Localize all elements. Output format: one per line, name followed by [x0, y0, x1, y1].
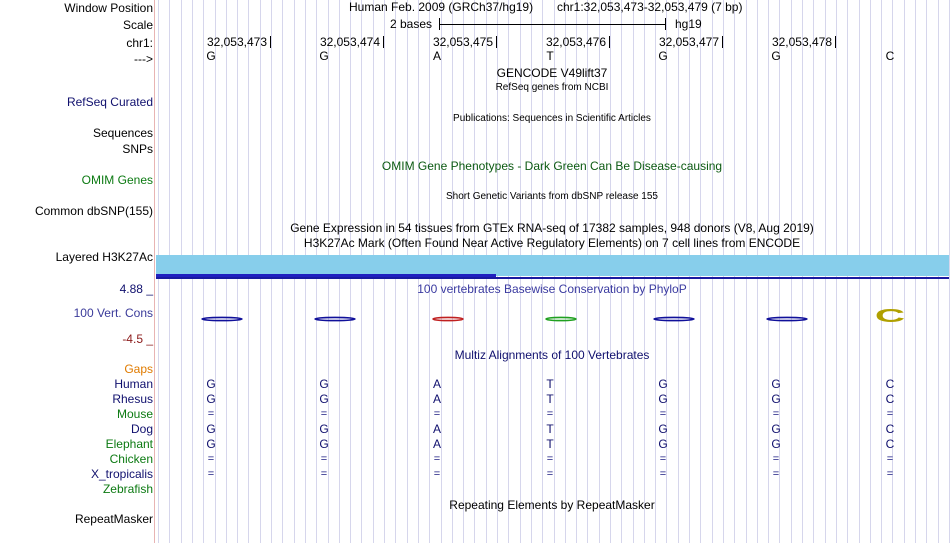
- species-label[interactable]: Chicken: [109, 452, 153, 466]
- label-divider: [154, 0, 155, 543]
- base-letter: G: [319, 49, 329, 63]
- ruler-tick: [609, 36, 610, 48]
- species-label[interactable]: Zebrafish: [102, 482, 153, 496]
- h3k27ac-title: H3K27Ac Mark (Often Found Near Active Regulatory Elements) on 7 cell lines from ENCODE: [303, 236, 801, 250]
- ruler-tick-label: 32,053,477: [658, 35, 719, 49]
- refseq-subtitle: RefSeq genes from NCBI: [495, 82, 609, 93]
- db-text: hg19: [675, 17, 702, 31]
- base-letter: G: [658, 49, 668, 63]
- species-label[interactable]: Dog: [130, 422, 153, 436]
- snps-label[interactable]: SNPs: [122, 142, 153, 156]
- alignment-base: =: [207, 408, 215, 420]
- position-text[interactable]: chr1:32,053,473-32,053,479 (7 bp): [557, 0, 743, 14]
- conservation-glyph: [315, 317, 355, 320]
- h3k27ac-label[interactable]: Layered H3K27Ac: [55, 250, 153, 264]
- alignment-base: =: [659, 453, 667, 465]
- window-position-label: Window Position: [64, 1, 153, 15]
- alignment-base: =: [772, 408, 780, 420]
- ruler-tick-label: 32,053,478: [771, 35, 832, 49]
- alignment-base: G: [771, 437, 781, 451]
- refseq-label[interactable]: RefSeq Curated: [66, 95, 153, 109]
- alignment-base: =: [886, 408, 894, 420]
- conservation-glyph: [767, 317, 807, 320]
- assembly-text: Human Feb. 2009 (GRCh37/hg19): [349, 0, 534, 14]
- ruler-tick: [835, 36, 836, 48]
- alignment-base: G: [658, 437, 668, 451]
- dbsnp-title: Short Genetic Variants from dbSNP release 155: [446, 191, 658, 202]
- alignment-base: =: [886, 453, 894, 465]
- alignment-base: G: [771, 392, 781, 406]
- species-label[interactable]: Human: [114, 377, 153, 391]
- scale-bar: [439, 24, 666, 25]
- alignment-base: G: [658, 377, 668, 391]
- alignment-base: =: [207, 453, 215, 465]
- alignment-base: =: [886, 468, 894, 480]
- cons-min-label: -4.5 _: [122, 332, 153, 346]
- ruler-tick-label: 32,053,474: [319, 35, 380, 49]
- alignment-base: =: [659, 468, 667, 480]
- alignment-base: G: [206, 437, 216, 451]
- conservation-logo: [0, 300, 950, 328]
- species-label[interactable]: Elephant: [105, 437, 153, 451]
- chrom-label: chr1:: [126, 36, 153, 50]
- ruler-tick-label: 32,053,473: [206, 35, 267, 49]
- gencode-title[interactable]: GENCODE V49lift37: [496, 66, 608, 80]
- cons-label[interactable]: 100 Vert. Cons: [73, 306, 153, 320]
- alignment-base: G: [319, 437, 329, 451]
- alignment-base: T: [546, 392, 554, 406]
- base-letter: T: [546, 49, 554, 63]
- alignment-base: =: [320, 468, 328, 480]
- alignment-base: =: [546, 408, 554, 420]
- alignment-base: A: [432, 377, 442, 391]
- conservation-glyph: C: [874, 305, 906, 327]
- base-letter: A: [432, 49, 442, 63]
- ruler-tick: [496, 36, 497, 48]
- species-label[interactable]: X_tropicalis: [90, 467, 153, 481]
- alignment-base: G: [658, 422, 668, 436]
- alignment-base: G: [319, 422, 329, 436]
- repeatmasker-label[interactable]: RepeatMasker: [74, 512, 153, 526]
- ruler-tick-label: 32,053,475: [432, 35, 493, 49]
- omim-label[interactable]: OMIM Genes: [81, 173, 153, 187]
- scale-label: Scale: [122, 18, 153, 32]
- alignment-base: T: [546, 377, 554, 391]
- phylop-title: 100 vertebrates Basewise Conservation by PhyloP: [417, 282, 687, 296]
- species-label[interactable]: Mouse: [116, 407, 153, 421]
- alignment-base: C: [885, 422, 895, 436]
- dbsnp-label[interactable]: Common dbSNP(155): [34, 204, 153, 218]
- conservation-glyph: [654, 317, 694, 320]
- scale-text: 2 bases: [390, 17, 433, 31]
- ruler-tick: [722, 36, 723, 48]
- alignment-base: =: [772, 468, 780, 480]
- base-letter: G: [206, 49, 216, 63]
- alignment-base: A: [432, 437, 442, 451]
- alignment-base: G: [658, 392, 668, 406]
- species-label[interactable]: Rhesus: [112, 392, 153, 406]
- alignment-base: =: [207, 468, 215, 480]
- alignment-base: C: [885, 377, 895, 391]
- alignment-base: G: [206, 392, 216, 406]
- strand-label: --->: [134, 52, 153, 66]
- sequences-label[interactable]: Sequences: [92, 126, 153, 140]
- base-letter: C: [885, 49, 895, 63]
- h3k27ac-baseline: [156, 277, 949, 279]
- alignment-base: C: [885, 392, 895, 406]
- alignment-base: A: [432, 392, 442, 406]
- ruler-tick-label: 32,053,476: [545, 35, 606, 49]
- alignment-base: =: [320, 453, 328, 465]
- gtex-title: Gene Expression in 54 tissues from GTEx RNA-seq of 17382 samples, 948 donors (V8, Aug 2019): [290, 221, 814, 235]
- alignment-base: =: [433, 408, 441, 420]
- alignment-base: =: [433, 468, 441, 480]
- alignment-base: C: [885, 437, 895, 451]
- alignment-base: =: [320, 408, 328, 420]
- ruler-tick: [270, 36, 271, 48]
- alignment-base: T: [546, 437, 554, 451]
- alignment-base: T: [546, 422, 554, 436]
- alignment-base: G: [771, 422, 781, 436]
- publications-title: Publications: Sequences in Scientific Articles: [453, 113, 651, 124]
- alignment-base: =: [433, 453, 441, 465]
- alignment-base: G: [206, 377, 216, 391]
- alignment-base: =: [546, 453, 554, 465]
- alignment-base: G: [206, 422, 216, 436]
- conservation-glyph: [546, 317, 576, 320]
- omim-title: OMIM Gene Phenotypes - Dark Green Can Be Disease-causing: [381, 159, 723, 173]
- alignment-base: G: [771, 377, 781, 391]
- conservation-glyph: [202, 317, 242, 320]
- conservation-glyph: [433, 317, 463, 320]
- alignment-base: G: [319, 377, 329, 391]
- h3k27ac-signal: [156, 255, 949, 276]
- alignment-base: =: [659, 408, 667, 420]
- alignment-base: G: [319, 392, 329, 406]
- alignment-base: A: [432, 422, 442, 436]
- cons-max-label: 4.88 _: [119, 282, 153, 296]
- base-letter: G: [771, 49, 781, 63]
- alignment-base: =: [546, 468, 554, 480]
- gaps-label[interactable]: Gaps: [124, 362, 153, 376]
- alignment-base: =: [772, 453, 780, 465]
- ruler-tick: [383, 36, 384, 48]
- repeatmasker-title: Repeating Elements by RepeatMasker: [449, 498, 655, 512]
- multiz-title: Multiz Alignments of 100 Vertebrates: [454, 348, 650, 362]
- scale-bar-end: [665, 18, 666, 30]
